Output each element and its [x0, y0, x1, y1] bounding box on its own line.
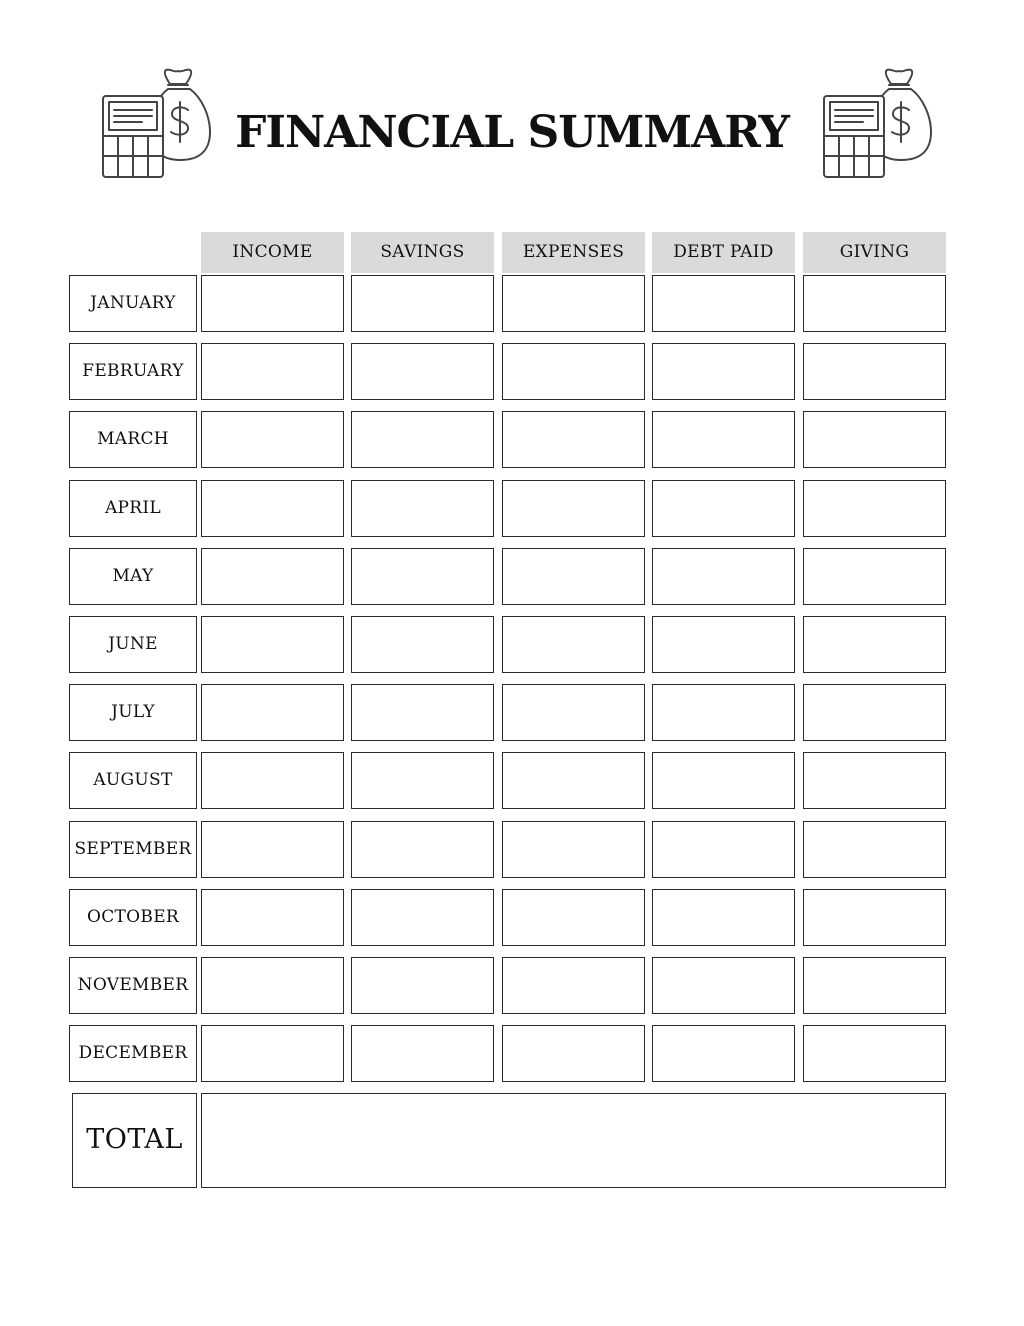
april-debt-paid-cell[interactable] [652, 480, 795, 537]
may-giving-cell[interactable] [803, 548, 946, 605]
calculator-money-bag-icon [821, 64, 937, 182]
may-expenses-cell[interactable] [502, 548, 645, 605]
january-debt-paid-cell[interactable] [652, 275, 795, 332]
september-savings-cell[interactable] [351, 821, 494, 878]
month-label-march: MARCH [69, 411, 197, 468]
column-header-giving: GIVING [803, 232, 946, 273]
june-expenses-cell[interactable] [502, 616, 645, 673]
april-income-cell[interactable] [201, 480, 344, 537]
february-income-cell[interactable] [201, 343, 344, 400]
calculator-money-bag-icon [100, 64, 216, 182]
month-label-july: JULY [69, 684, 197, 741]
may-savings-cell[interactable] [351, 548, 494, 605]
column-header-income: INCOME [201, 232, 344, 273]
june-giving-cell[interactable] [803, 616, 946, 673]
month-label-october: OCTOBER [69, 889, 197, 946]
page-title: FINANCIAL SUMMARY [235, 107, 789, 158]
total-field[interactable] [201, 1093, 946, 1188]
july-savings-cell[interactable] [351, 684, 494, 741]
march-expenses-cell[interactable] [502, 411, 645, 468]
march-giving-cell[interactable] [803, 411, 946, 468]
september-giving-cell[interactable] [803, 821, 946, 878]
august-savings-cell[interactable] [351, 752, 494, 809]
october-debt-paid-cell[interactable] [652, 889, 795, 946]
december-giving-cell[interactable] [803, 1025, 946, 1082]
june-savings-cell[interactable] [351, 616, 494, 673]
november-expenses-cell[interactable] [502, 957, 645, 1014]
february-savings-cell[interactable] [351, 343, 494, 400]
january-savings-cell[interactable] [351, 275, 494, 332]
december-income-cell[interactable] [201, 1025, 344, 1082]
march-income-cell[interactable] [201, 411, 344, 468]
month-label-may: MAY [69, 548, 197, 605]
month-label-june: JUNE [69, 616, 197, 673]
month-label-december: DECEMBER [69, 1025, 197, 1082]
september-income-cell[interactable] [201, 821, 344, 878]
december-debt-paid-cell[interactable] [652, 1025, 795, 1082]
june-income-cell[interactable] [201, 616, 344, 673]
october-giving-cell[interactable] [803, 889, 946, 946]
january-giving-cell[interactable] [803, 275, 946, 332]
october-savings-cell[interactable] [351, 889, 494, 946]
october-income-cell[interactable] [201, 889, 344, 946]
month-label-april: APRIL [69, 480, 197, 537]
december-savings-cell[interactable] [351, 1025, 494, 1082]
november-debt-paid-cell[interactable] [652, 957, 795, 1014]
february-debt-paid-cell[interactable] [652, 343, 795, 400]
month-label-january: JANUARY [69, 275, 197, 332]
column-header-expenses: EXPENSES [502, 232, 645, 273]
february-expenses-cell[interactable] [502, 343, 645, 400]
september-debt-paid-cell[interactable] [652, 821, 795, 878]
february-giving-cell[interactable] [803, 343, 946, 400]
august-income-cell[interactable] [201, 752, 344, 809]
june-debt-paid-cell[interactable] [652, 616, 795, 673]
january-income-cell[interactable] [201, 275, 344, 332]
march-savings-cell[interactable] [351, 411, 494, 468]
november-giving-cell[interactable] [803, 957, 946, 1014]
august-giving-cell[interactable] [803, 752, 946, 809]
april-savings-cell[interactable] [351, 480, 494, 537]
november-savings-cell[interactable] [351, 957, 494, 1014]
month-label-september: SEPTEMBER [69, 821, 197, 878]
january-expenses-cell[interactable] [502, 275, 645, 332]
july-giving-cell[interactable] [803, 684, 946, 741]
column-header-debt-paid: DEBT PAID [652, 232, 795, 273]
december-expenses-cell[interactable] [502, 1025, 645, 1082]
march-debt-paid-cell[interactable] [652, 411, 795, 468]
july-income-cell[interactable] [201, 684, 344, 741]
august-expenses-cell[interactable] [502, 752, 645, 809]
column-header-savings: SAVINGS [351, 232, 494, 273]
november-income-cell[interactable] [201, 957, 344, 1014]
october-expenses-cell[interactable] [502, 889, 645, 946]
total-label: TOTAL [72, 1093, 197, 1188]
july-debt-paid-cell[interactable] [652, 684, 795, 741]
month-label-february: FEBRUARY [69, 343, 197, 400]
may-debt-paid-cell[interactable] [652, 548, 795, 605]
month-label-november: NOVEMBER [69, 957, 197, 1014]
april-giving-cell[interactable] [803, 480, 946, 537]
september-expenses-cell[interactable] [502, 821, 645, 878]
august-debt-paid-cell[interactable] [652, 752, 795, 809]
april-expenses-cell[interactable] [502, 480, 645, 537]
may-income-cell[interactable] [201, 548, 344, 605]
month-label-august: AUGUST [69, 752, 197, 809]
july-expenses-cell[interactable] [502, 684, 645, 741]
